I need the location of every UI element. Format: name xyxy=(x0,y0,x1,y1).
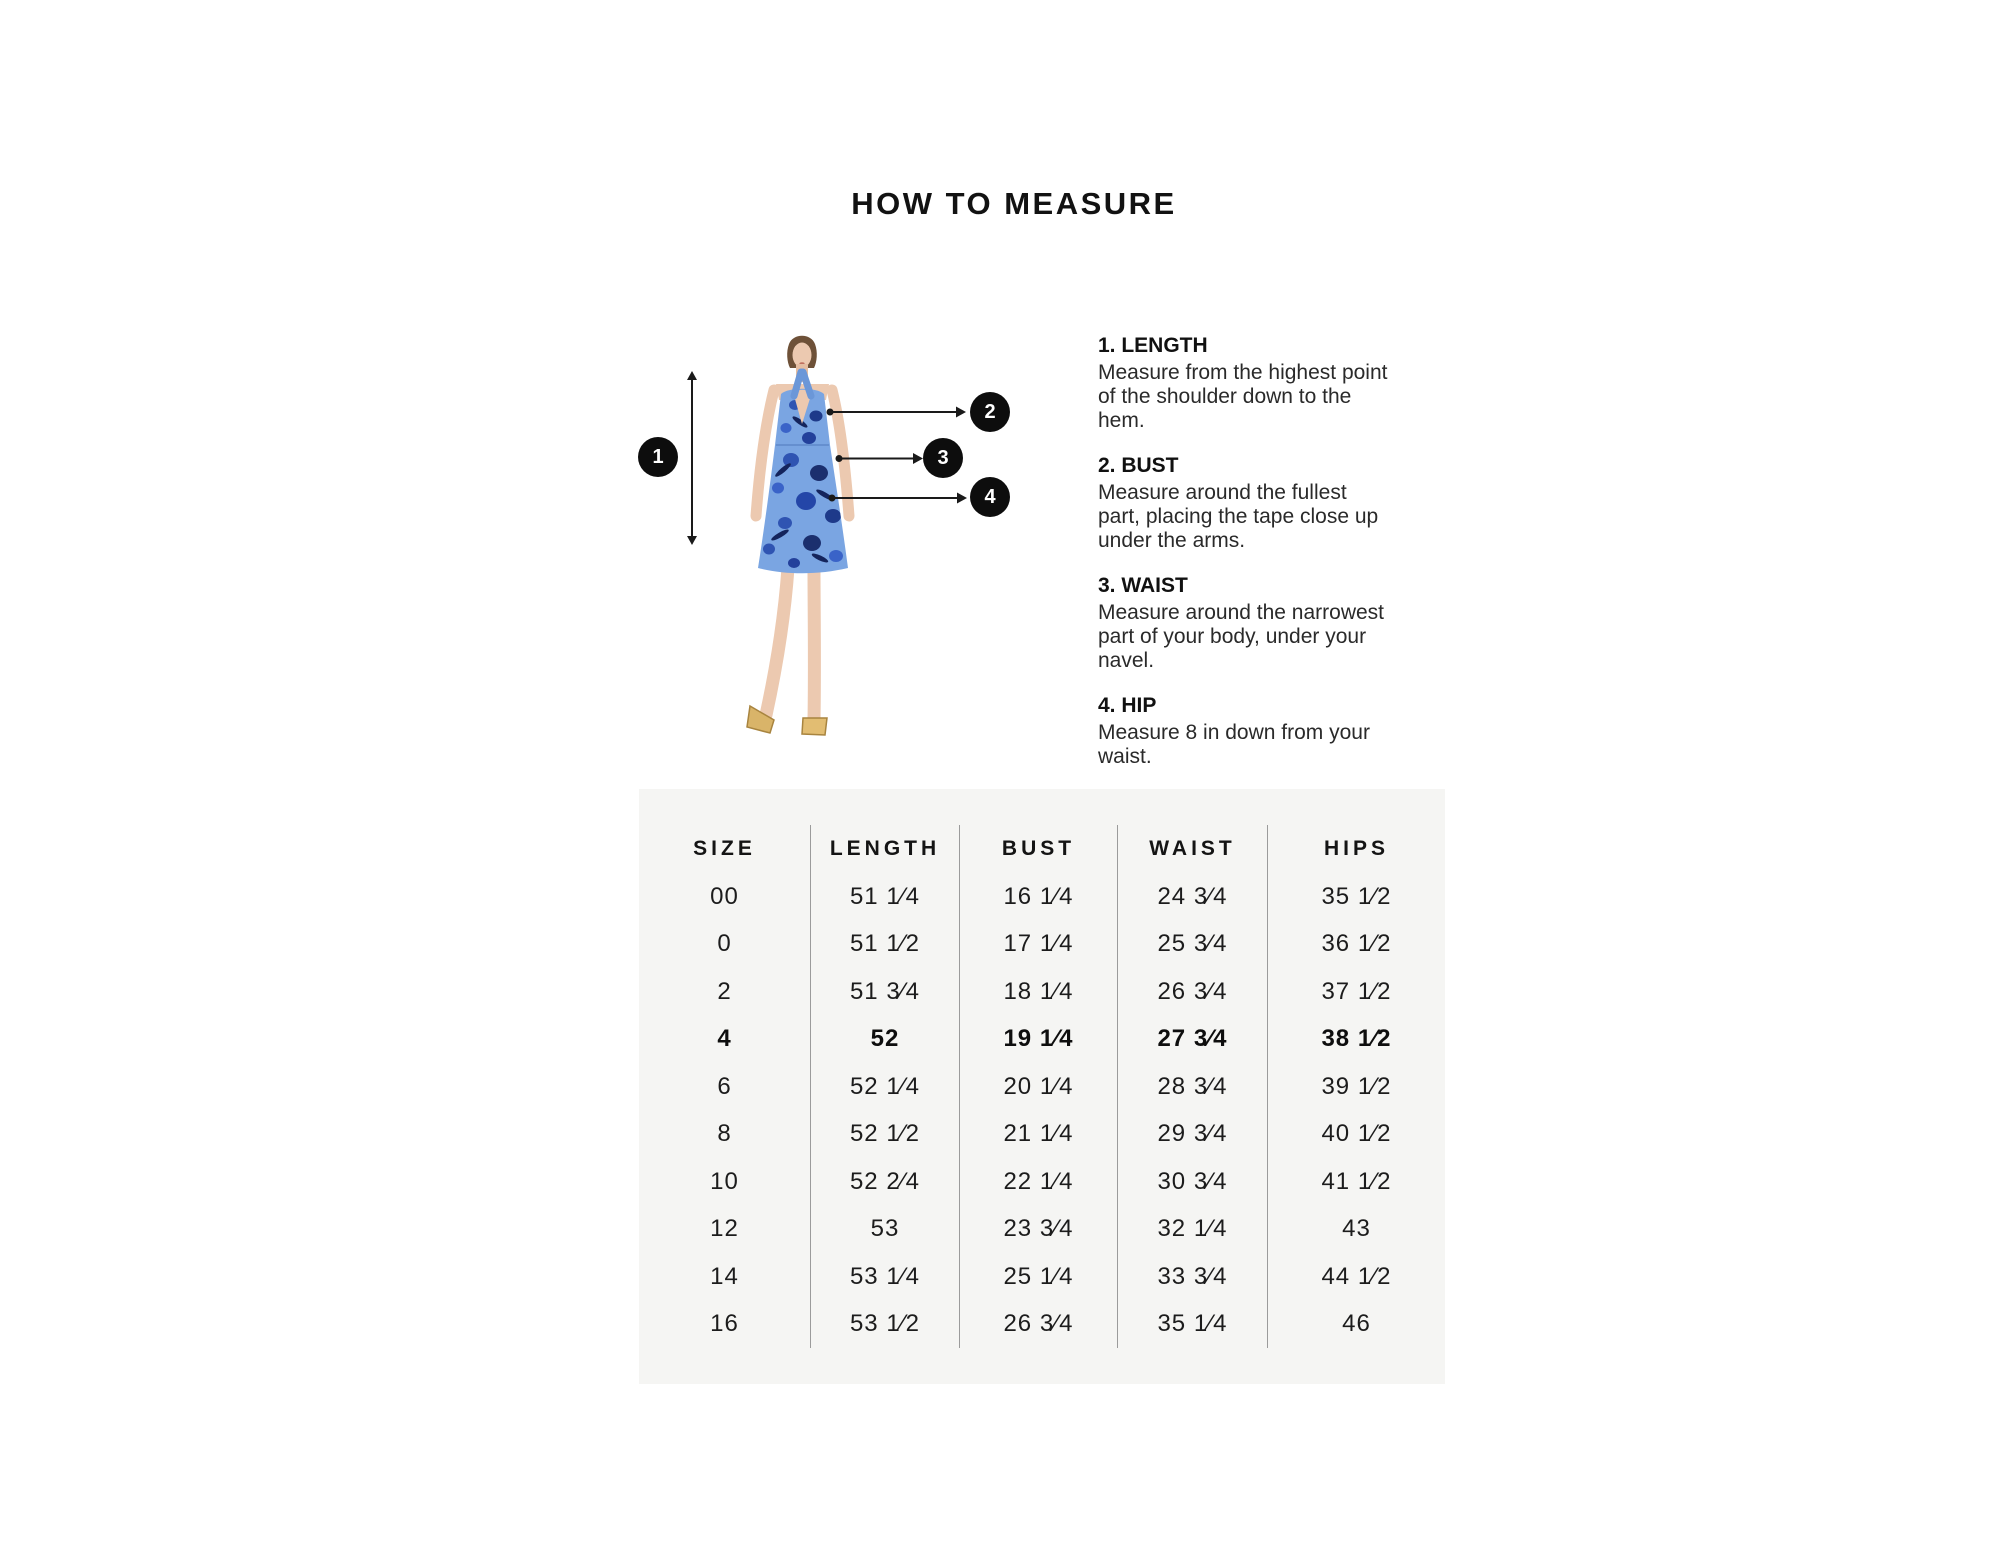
instruction-body: Measure around the fullest part, placing the tape close up under the arms. xyxy=(1098,481,1379,552)
instruction-block xyxy=(1098,454,1390,553)
cell-size: 4 xyxy=(717,1025,732,1053)
instruction-body: Measure 8 in down from your waist. xyxy=(1098,721,1370,768)
cell-length: 52 2⁄4 xyxy=(810,1158,959,1206)
marker-1-length xyxy=(638,437,678,477)
instruction-heading: 1. LENGTH xyxy=(1098,334,1208,357)
instruction-heading: 3. WAIST xyxy=(1098,574,1188,597)
cell-bust: 17 1⁄4 xyxy=(959,921,1117,969)
measurement-lines xyxy=(630,350,1080,570)
cell-bust: 19 1⁄4 xyxy=(959,1016,1117,1064)
cell-waist: 25 3⁄4 xyxy=(1117,921,1267,969)
cell-hips: 38 1⁄2 xyxy=(1267,1016,1445,1064)
table-header-size: SIZE xyxy=(693,837,756,860)
cell-length: 53 1⁄4 xyxy=(810,1253,959,1301)
cell-waist: 33 3⁄4 xyxy=(1117,1253,1267,1301)
cell-bust: 22 1⁄4 xyxy=(959,1158,1117,1206)
table-header-length: LENGTH xyxy=(810,825,959,873)
cell-waist: 28 3⁄4 xyxy=(1117,1063,1267,1111)
cell-size: 2 xyxy=(717,977,732,1005)
cell-length: 51 1⁄2 xyxy=(810,921,959,969)
cell-bust: 16 1⁄4 xyxy=(959,873,1117,921)
right-sandal xyxy=(802,718,827,735)
cell-length: 53 xyxy=(810,1206,959,1254)
table-header-waist: WAIST xyxy=(1117,825,1267,873)
cell-waist: 35 1⁄4 xyxy=(1117,1301,1267,1349)
cell-length: 52 xyxy=(810,1016,959,1064)
marker-4-hip xyxy=(970,477,1010,517)
marker-2-bust xyxy=(970,392,1010,432)
bust-arrow xyxy=(956,407,966,418)
size-table xyxy=(639,789,1445,1384)
page-title: HOW TO MEASURE xyxy=(851,186,1177,221)
cell-hips: 35 1⁄2 xyxy=(1267,873,1445,921)
cell-bust: 21 1⁄4 xyxy=(959,1111,1117,1159)
cell-hips: 39 1⁄2 xyxy=(1267,1063,1445,1111)
marker-1-number: 1 xyxy=(652,445,664,468)
marker-3-number: 3 xyxy=(937,446,949,469)
cell-hips: 41 1⁄2 xyxy=(1267,1158,1445,1206)
cell-length: 51 3⁄4 xyxy=(810,968,959,1016)
cell-size: 0 xyxy=(717,930,732,958)
cell-bust: 25 1⁄4 xyxy=(959,1253,1117,1301)
cell-size: 14 xyxy=(710,1262,739,1290)
cell-waist: 24 3⁄4 xyxy=(1117,873,1267,921)
hip-arrow xyxy=(957,493,967,504)
length-arrow-down xyxy=(687,536,697,545)
model-left-leg xyxy=(766,568,788,715)
cell-bust: 20 1⁄4 xyxy=(959,1063,1117,1111)
cell-length: 52 1⁄4 xyxy=(810,1063,959,1111)
cell-hips: 37 1⁄2 xyxy=(1267,968,1445,1016)
cell-size: 10 xyxy=(710,1167,739,1195)
cell-waist: 27 3⁄4 xyxy=(1117,1016,1267,1064)
cell-hips: 44 1⁄2 xyxy=(1267,1253,1445,1301)
cell-hips: 40 1⁄2 xyxy=(1267,1111,1445,1159)
instruction-block xyxy=(1098,574,1390,673)
cell-bust: 18 1⁄4 xyxy=(959,968,1117,1016)
length-arrow-up xyxy=(687,371,697,380)
marker-2-number: 2 xyxy=(984,400,996,423)
marker-4-number: 4 xyxy=(984,485,996,508)
instruction-body: Measure around the narrowest part of your body, under your navel. xyxy=(1098,601,1384,672)
cell-hips: 36 1⁄2 xyxy=(1267,921,1445,969)
instruction-block xyxy=(1098,694,1390,769)
cell-waist: 32 1⁄4 xyxy=(1117,1206,1267,1254)
table-header-hips: HIPS xyxy=(1267,825,1445,873)
cell-length: 53 1⁄2 xyxy=(810,1301,959,1349)
cell-length: 52 1⁄2 xyxy=(810,1111,959,1159)
cell-length: 51 1⁄4 xyxy=(810,873,959,921)
cell-hips: 46 xyxy=(1267,1301,1445,1349)
cell-bust: 23 3⁄4 xyxy=(959,1206,1117,1254)
instruction-heading: 2. BUST xyxy=(1098,454,1179,477)
measure-instructions xyxy=(1098,334,1390,790)
cell-size: 16 xyxy=(710,1310,739,1338)
cell-waist: 30 3⁄4 xyxy=(1117,1158,1267,1206)
cell-size: 12 xyxy=(710,1215,739,1243)
instruction-body: Measure from the highest point of the shoulder down to the hem. xyxy=(1098,361,1388,432)
instruction-heading: 4. HIP xyxy=(1098,694,1157,717)
cell-size: 6 xyxy=(717,1072,732,1100)
cell-bust: 26 3⁄4 xyxy=(959,1301,1117,1349)
cell-size: 00 xyxy=(710,882,739,910)
cell-waist: 29 3⁄4 xyxy=(1117,1111,1267,1159)
table-header-bust: BUST xyxy=(959,825,1117,873)
cell-size: 8 xyxy=(717,1120,732,1148)
waist-arrow xyxy=(913,453,923,464)
cell-hips: 43 xyxy=(1267,1206,1445,1254)
instruction-block xyxy=(1098,334,1390,433)
marker-3-waist xyxy=(923,438,963,478)
cell-waist: 26 3⁄4 xyxy=(1117,968,1267,1016)
